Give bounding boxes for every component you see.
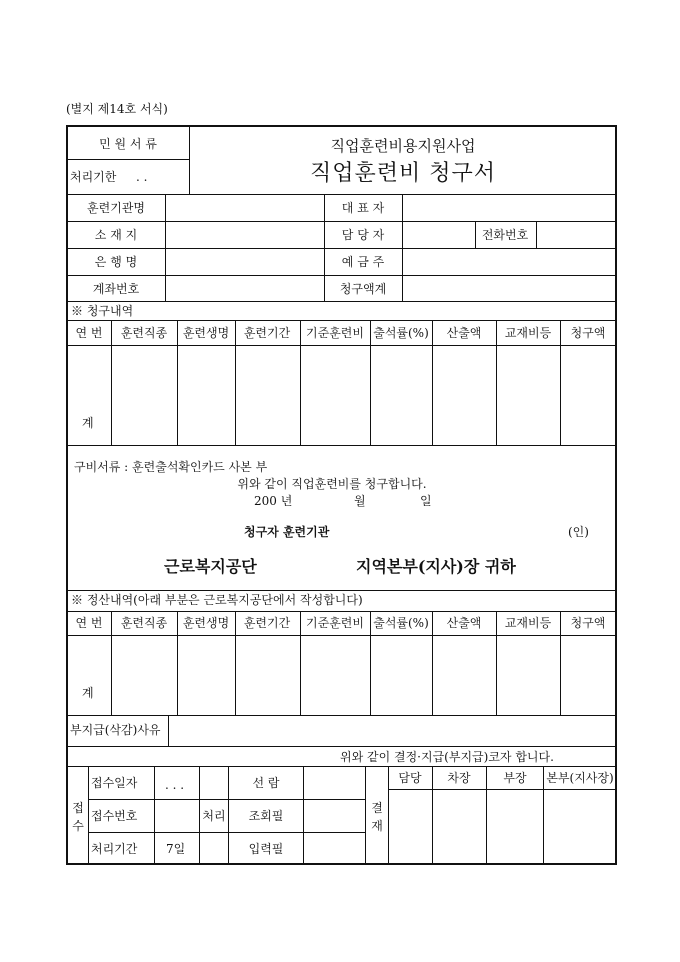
claim-col-materials: 교재비등 [504,326,552,340]
settle-col-period: 훈련기간 [243,616,291,630]
form-note: (별지 제14호 서식) [66,102,168,116]
deadline-value: . . [136,170,148,184]
approval-label: 결재 [371,801,383,833]
claim-col-trade: 훈련직종 [120,326,168,340]
settle-col-attendance: 출석률(%) [373,616,429,630]
settle-total-row-label: 계 [82,686,94,700]
claimant-label: 청구자 훈련기관 [244,525,330,539]
claim-col-amount: 청구액 [570,326,606,340]
program-name: 직업훈련비용지원사업 [330,137,476,155]
claim-col-period: 훈련기간 [243,326,291,340]
review-label: 선 람 [252,776,280,790]
claim-col-base-fee: 기준훈련비 [306,326,364,340]
decision-statement: 위와 같이 결정·지급(부지급)코자 합니다. [340,750,554,764]
address-label: 소 재 지 [94,228,138,242]
phone-label: 전화번호 [481,228,529,242]
claim-section-title: ※ 청구내역 [71,304,134,318]
recipient-org: 근로복지공단 [164,557,257,576]
manager-label: 담 당 자 [341,228,385,242]
claim-col-computed: 산출액 [446,326,482,340]
claim-statement: 위와 같이 직업훈련비를 청구합니다. [237,477,427,491]
form-title: 직업훈련비 청구서 [309,161,497,186]
approver-head: 본부(지사장) [546,771,614,785]
check-label: 조회필 [248,809,284,823]
recipient-title: 지역본부(지사)장 귀하 [356,557,516,576]
settlement-section-title: ※ 정산내역(아래 부분은 근로복지공단에서 작성합니다) [71,593,363,607]
settle-col-trainee: 훈련생명 [182,616,230,630]
approver-staff: 담당 [398,771,422,785]
reduction-reason-label: 부지급(삭감)사유 [70,723,161,737]
depositor-label: 예 금 주 [341,255,385,269]
approver-deputy: 차장 [447,771,471,785]
doc-type-label: 민 원 서 류 [99,137,157,151]
seal-mark: (인) [568,525,589,539]
settle-col-computed: 산출액 [446,616,482,630]
date-year: 200 년 [254,494,293,508]
claim-total-row-label: 계 [82,416,94,430]
receipt-date-value: . . . [165,778,185,792]
claim-col-trainee: 훈련생명 [182,326,230,340]
processing-period-label: 처리기간 [91,842,138,856]
bank-label: 은 행 명 [94,255,138,269]
settle-col-no: 연 번 [75,616,103,630]
receipt-date-label: 접수일자 [91,776,138,790]
claim-form [66,125,617,865]
approver-manager: 부장 [503,771,527,785]
settle-col-amount: 청구액 [570,616,606,630]
receipt-number-label: 접수번호 [91,809,138,823]
attachments-text: 구비서류 : 훈련출석확인카드 사본 부 [74,460,268,474]
input-label: 입력필 [248,842,284,856]
date-day: 일 [420,494,432,508]
processing-period-value: 7일 [166,842,186,856]
receipt-label: 접수 [72,801,84,833]
date-month: 월 [354,494,366,508]
claim-col-attendance: 출석률(%) [373,326,429,340]
deadline-label: 처리기한 [70,170,117,184]
settle-col-trade: 훈련직종 [120,616,168,630]
institution-name-label: 훈련기관명 [87,201,145,215]
account-label: 계좌번호 [92,282,140,296]
processing-label: 처리 [202,809,226,823]
claim-total-label: 청구액계 [339,282,387,296]
representative-label: 대 표 자 [341,201,385,215]
settle-col-materials: 교재비등 [504,616,552,630]
claim-col-no: 연 번 [75,326,103,340]
settle-col-base-fee: 기준훈련비 [306,616,364,630]
